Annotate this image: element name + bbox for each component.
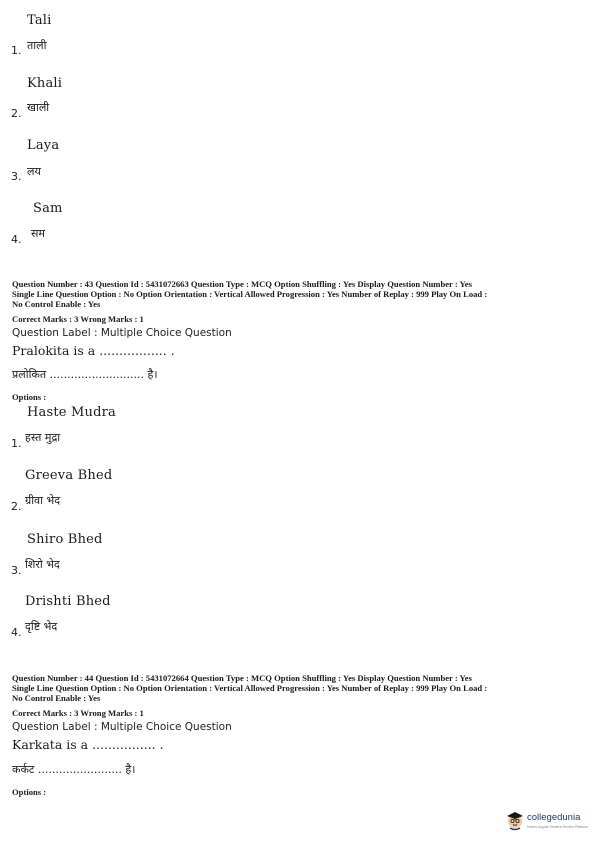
question-marks: Correct Marks : 3 Wrong Marks : 1	[12, 314, 144, 324]
question-meta-line: No Control Enable : Yes	[12, 299, 101, 309]
question-text-hindi: प्रलोकित ........................... है।	[12, 368, 158, 381]
question-meta-line: Single Line Question Option : No Option Orientation : Vertical Allowed Progression : Yes Number of Replay : 999 Play On Load :	[12, 683, 488, 693]
option-number: 3.	[11, 564, 22, 577]
option-english-text: Shiro Bhed	[27, 532, 103, 547]
option-hindi-text: ताली	[27, 39, 47, 52]
option-hindi-text: ग्रीवा भेद	[25, 494, 61, 507]
collegedunia-logo	[504, 808, 592, 834]
option-number: 2.	[11, 107, 22, 120]
option-hindi-text: दृष्टि भेद	[25, 620, 58, 633]
option-hindi-text: खाली	[27, 101, 50, 114]
question-meta-line: Question Number : 43 Question Id : 5431072663 Question Type : MCQ Option Shuffling : Yes Display Question Number : Yes	[12, 279, 472, 289]
option-english-text: Greeva Bhed	[25, 468, 113, 483]
option-number: 4.	[11, 626, 22, 639]
option-number: 1.	[11, 44, 22, 57]
option-english-text: Drishti Bhed	[25, 594, 111, 609]
question-meta-line: Question Number : 44 Question Id : 5431072664 Question Type : MCQ Option Shuffling : Yes Display Question Number : Yes	[12, 673, 472, 683]
option-hindi-text: लय	[27, 165, 41, 178]
question-meta-line: No Control Enable : Yes	[12, 693, 101, 703]
options-label: Options :	[12, 392, 47, 402]
question-label: Question Label : Multiple Choice Question	[12, 721, 232, 733]
options-label: Options :	[12, 787, 47, 797]
question-text-english: Karkata is a ................ .	[12, 737, 164, 752]
question-text-english: Pralokita is a ................. .	[12, 343, 175, 358]
question-label: Question Label : Multiple Choice Question	[12, 327, 232, 339]
logo-tagline: India's largest Student Review Platform	[527, 825, 588, 829]
option-hindi-text: हस्त मुद्रा	[25, 431, 61, 444]
option-english-text: Tali	[27, 13, 52, 28]
option-number: 3.	[11, 170, 22, 183]
option-number: 2.	[11, 500, 22, 513]
question-marks: Correct Marks : 3 Wrong Marks : 1	[12, 708, 144, 718]
option-hindi-text: सम	[31, 227, 46, 240]
option-english-text: Laya	[27, 138, 60, 153]
option-number: 1.	[11, 437, 22, 450]
option-english-text: Sam	[33, 201, 63, 216]
option-hindi-text: शिरो भेद	[25, 558, 60, 571]
question-text-hindi: कर्कट ........................ है।	[12, 763, 136, 776]
question-meta-line: Single Line Question Option : No Option Orientation : Vertical Allowed Progression : Yes Number of Replay : 999 Play On Load :	[12, 289, 488, 299]
option-english-text: Haste Mudra	[27, 405, 116, 420]
option-english-text: Khali	[27, 76, 63, 91]
option-number: 4.	[11, 233, 22, 246]
mascot-icon	[504, 809, 526, 831]
logo-name: collegedunia	[527, 812, 581, 823]
